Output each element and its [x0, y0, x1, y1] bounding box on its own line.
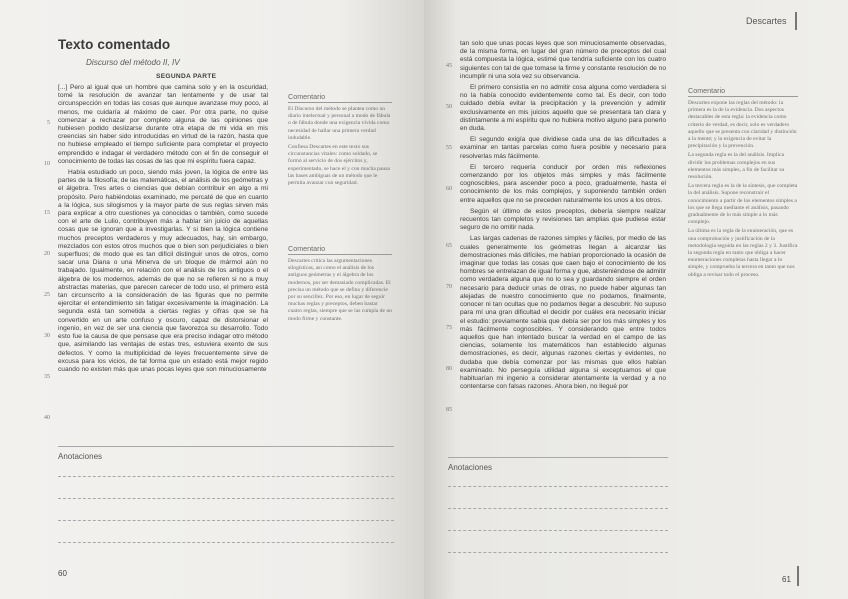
section-heading: SEGUNDA PARTE	[156, 73, 217, 80]
annotation-line[interactable]	[448, 552, 668, 553]
annotations-label: Anotaciones	[58, 452, 103, 461]
line-number: 65	[446, 243, 452, 249]
comment-box	[288, 106, 392, 189]
line-number: 55	[446, 145, 452, 151]
comment-rule	[288, 254, 392, 255]
main-text	[460, 40, 666, 394]
comment-box	[688, 100, 798, 281]
annotation-line[interactable]	[58, 542, 394, 543]
line-number: 40	[44, 415, 50, 421]
header-bar	[795, 12, 797, 30]
comment-paragraph: El Discurso del método se plantea como un diario intelectual y personal a modo de fábula o de fábula donde una exigencia vivida como necesidad de hallar una primera verdad indudable.	[288, 106, 391, 141]
text-paragraph: Según el último de estos preceptos, debería siempre realizar recuentos tan completos y revisiones tan amplias que pudiese estar seguro de no omitir nada.	[460, 207, 666, 232]
comment-title: Comentario	[288, 244, 326, 253]
comment-paragraph: La segunda regla es la del análisis. Implica dividir los problemas complejos en sus elementos más simples, a fin de facilitar su resolución.	[688, 152, 785, 181]
page-number: 60	[58, 569, 67, 578]
text-paragraph: El tercero requería conducir por orden mis reflexiones comenzando por los objetos más simples y más fácilmente cognoscibles, para ascender poco a poco, gradualmente, hasta el conocimiento de los más complejos, y suponiendo también orden entre aquellos que no se preceden naturalmente los unos a los otros.	[460, 163, 666, 204]
annotations-rule	[58, 446, 394, 447]
annotation-line[interactable]	[448, 530, 668, 531]
annotation-line[interactable]	[448, 508, 668, 509]
line-number: 35	[44, 374, 50, 380]
page-subtitle: Discurso del método II, IV	[86, 58, 180, 67]
comment-title: Comentario	[688, 86, 726, 95]
line-number: 60	[446, 186, 452, 192]
line-number: 80	[446, 366, 452, 372]
comment-box	[288, 258, 392, 325]
line-number: 10	[44, 161, 50, 167]
line-number: 70	[446, 284, 452, 290]
comment-rule	[688, 96, 798, 97]
line-number: 15	[44, 210, 50, 216]
main-text	[58, 84, 268, 377]
comment-title: Comentario	[288, 92, 326, 101]
line-number: 45	[446, 63, 452, 69]
annotation-line[interactable]	[448, 486, 668, 487]
annotation-line[interactable]	[58, 498, 394, 499]
comment-paragraph: La última es la regla de la enumeración, que es una comprobación y justificación de la metodología seguida en las reglas 2 y 3. Justifica la segunda regla en tanto que obliga a hacer enumeraciones completas hasta llegar a lo simple, y comprueba la tercera en tanto que nos obliga a revisar todo el proceso.	[688, 228, 798, 278]
line-number: 75	[446, 325, 452, 331]
comment-paragraph: La tercera regla es la de la síntesis, que completa la del análisis. Supone reconstruir el conocimiento a partir de los elementos simples a los que se llega mediante el análisis, pasando gradualmente de lo más simple a lo más complejo.	[688, 183, 798, 226]
comment-rule	[288, 102, 392, 103]
text-paragraph: El segundo exigía que dividiese cada una de las dificultades a examinar en tantas parcelas como fuera posible y necesario para resolverlas más fácilmente.	[460, 136, 666, 160]
text-paragraph: El primero consistía en no admitir cosa alguna como verdadera si no la había conocido evidentemente como tal. Es decir, con todo cuidado debía evitar la precipitación y la prevención y admitir exclusivamente en mis juicios aquello que se presentara tan clara y distintamente a mi espíritu que no hubiera motivo alguno para ponerlo en duda.	[460, 84, 666, 133]
annotations-label: Anotaciones	[448, 463, 493, 472]
right-page	[424, 0, 848, 599]
annotation-line[interactable]	[58, 476, 394, 477]
comment-paragraph: Descartes expone las reglas del método: la primera es la de la evidencia. Dos aspectos destacables de esta regla: la evidencia como criterio de verdad, es decir, solo es verdadero aquello que se presenta con claridad y distinción a la mente; y la exigencia de evitar la precipitación y la prevención.	[688, 100, 797, 150]
line-number: 20	[44, 251, 50, 257]
line-number: 30	[44, 333, 50, 339]
comment-paragraph: Confiesa Descartes en este texto sus circunstancias vitales: como soldado, se formó al servicio de dos ejércitos y, experimentado, se hace el y con mucha pausa las bases ambiguas de un método que le permita avanzar con seguridad.	[288, 144, 390, 187]
line-number: 25	[44, 292, 50, 298]
footer-bar	[797, 566, 799, 586]
line-number: 5	[47, 120, 50, 126]
page-number: 61	[782, 575, 791, 584]
comment-paragraph: Descartes critica las argumentaciones silogísticas, así como el análisis de los antiguos geómetras y el álgebra de los modernos, por ser demasiado complicadas. El precisa un método que se defina y diferencie por su sencillez. Por eso, en lugar de seguir muchas reglas y preceptos, deben bastar cuatro reglas, siempre que se las cumpla de un modo firme y constante.	[288, 258, 392, 322]
line-number: 50	[446, 104, 452, 110]
page-title: Texto comentado	[58, 37, 171, 52]
running-head: Descartes	[746, 16, 787, 26]
text-paragraph: tan solo que unas pocas leyes que son minuciosamente observadas, de la misma forma, en lugar del gran número de preceptos del cual está compuesta la lógica, estimé que tendría suficiente con los cuatro siguientes con tal de que tomase la firme y constante resolución de no incumplir ni una sola vez su observancia.	[460, 40, 666, 80]
annotation-line[interactable]	[58, 520, 394, 521]
text-paragraph: [...] Pero al igual que un hombre que camina solo y en la oscuridad, tomé la resolución de avanzar tan lentamente y de usar tal circunspección en todas las cosas que aunque avanzase muy poco, al menos, me cuidaría al máximo de caer. Por otra parte, no quise comenzar a rechazar por completo alguna de las opiniones que hubiesen podido deslizarse durante otra etapa de mi vida en mis creencias sin haber sido introducidas en virtud de la razón, hasta que no hubiese empleado el tiempo suficiente para completar el proyecto emprendido e indagar el verdadero método con el fin de conseguir el conocimiento de todas las cosas de las que mi espíritu fuera capaz.	[58, 84, 268, 165]
text-paragraph: Las largas cadenas de razones simples y fáciles, por medio de las cuales generalmente los geómetras llegan a alcanzar las demostraciones más difíciles, me habían proporcionado la ocasión de imaginar que todas las cosas que caen bajo el conocimiento de los hombres se entrelazan de igual forma y que, absteniéndose de admitir como verdadera alguna que no lo sea y guardando siempre el orden necesario para deducir unas de otras, no puede haber algunas tan alejadas de nuestro conocimiento que no podamos, finalmente, conocer ni tan ocultas que no podamos llegar a descubrir. No supuso para mí una gran dificultad el decidir por cuáles era necesario iniciar el estudio: previamente sabía que debía ser por los más simples y los más fácilmente cognoscibles. Y considerando que entre todos aquellos que han intentado buscar la verdad en el campo de las ciencias, solamente los matemáticos han establecido algunas demostraciones, es decir, algunas razones ciertas y evidentes, no dudaba que debía comenzar por las mismas que ellos habían examinado. No perseguía utilidad alguna si exceptuamos el que habituarían mi ingenio a considerar atentamente la verdad y a no contentarse con falsas razones. Ahora bien, no llegué por	[460, 235, 666, 391]
annotations-rule	[448, 457, 668, 458]
text-paragraph: Había estudiado un poco, siendo más joven, la lógica de entre las partes de la filosofía; de las matemáticas, el análisis de los geómetras y el álgebra. Tres artes o ciencias que debían contribuir en algo a mi propósito. Pero habiéndolas examinado, me percaté de que en cuanto a la lógica, sus silogismos y la mayor parte de sus reglas sirven más para explicar a otro cuestiones ya conocidas o también, como sucede con el arte de Lulio, contribuyen más a hablar sin juicio de aquellas cosas que se ignoran que a investigarlas. Y si bien la lógica contiene muchos preceptos verdaderos y muy adecuados, hay, sin embargo, mezclados con estos otros muchos que o bien son perjudiciales o bien superfluos; de modo que es tan difícil distinguir unos de otros, como sacar una Diana o una Minerva de un bloque de mármol aún no trabajado. Igualmente, en relación con el análisis de los antiguos o el álgebra de los modernos, además de que no se refieren si no a muy abstractas materias, que parecen carecer de todo uso, el primero está tan circunscrito a la consideración de las figuras que no permite ejercitar el entendimiento sin fatigar excesivamente la imaginación. La segunda está tan sometida a ciertas reglas y cifras que se ha convertido en un arte confuso y oscuro, capaz de distorsionar el ingenio, en vez de ser una ciencia que favorezca su desarrollo. Todo esto fue la causa de que pensase que era preciso indagar otro método que, asimilando las ventajas de estas tres, estuviera exento de sus defectos. Y como la multiplicidad de leyes frecuentemente sirve de excusa para los vicios, de tal forma que un estado está mejor regido cuando no existen más que unas pocas leyes que son minuciosamente	[58, 169, 268, 373]
line-number: 85	[446, 407, 452, 413]
